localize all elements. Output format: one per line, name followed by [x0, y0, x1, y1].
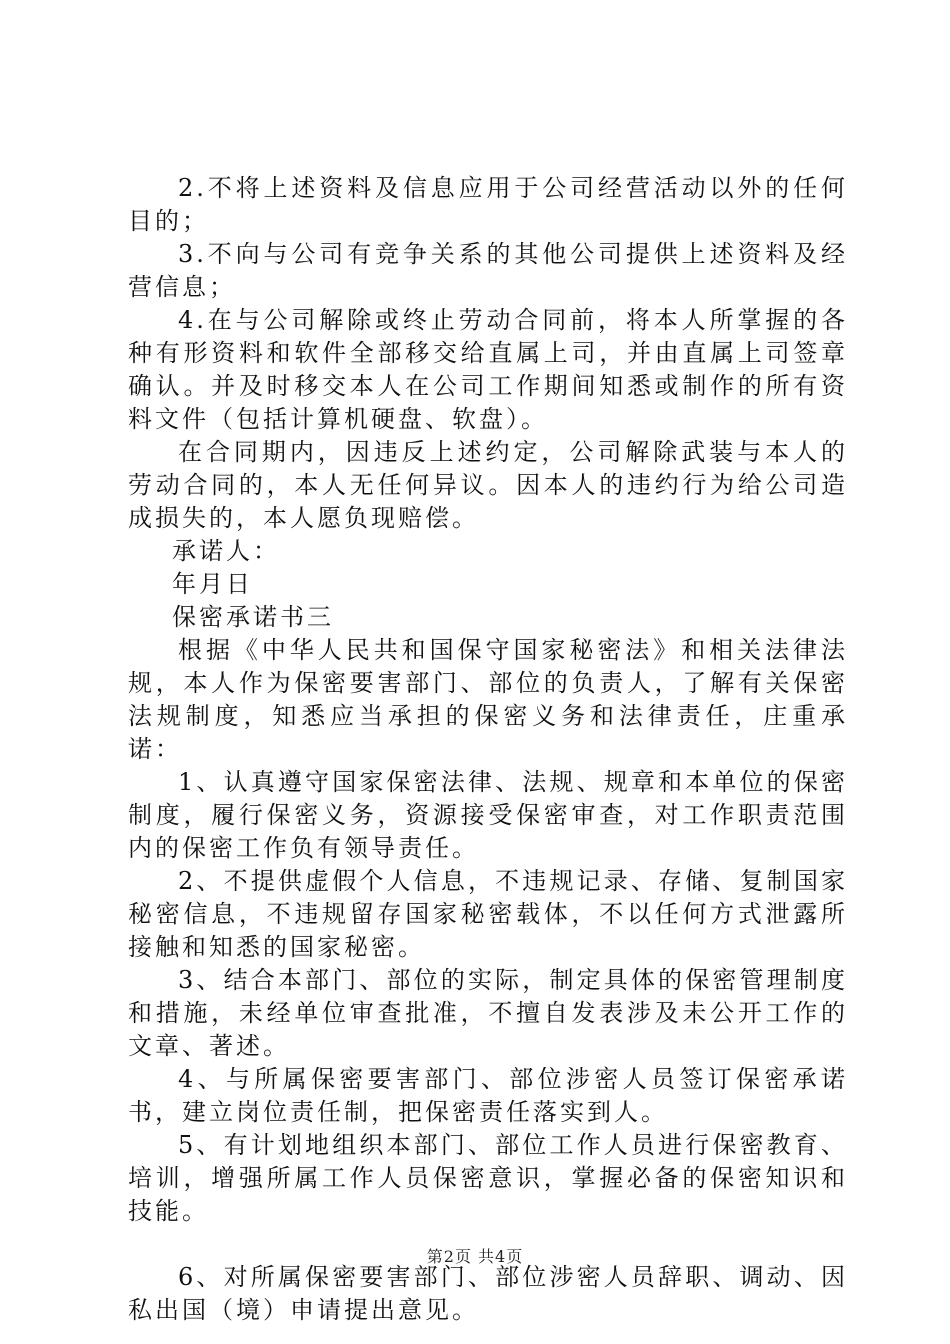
section-title: 保密承诺书三 — [172, 603, 334, 631]
paragraph-item-2: 2.不将上述资料及信息应用于公司经营活动以外的任何目的； — [128, 174, 848, 235]
paragraph-pledge-2: 2、不提供虚假个人信息，不违规记录、存储、复制国家秘密信息，不违规留存国家秘密载体，不以任何方式泄露所接触和知悉的国家秘密。 — [128, 867, 848, 961]
date-label: 年月日 — [172, 570, 253, 598]
paragraph-intro: 根据《中华人民共和国保守国家秘密法》和相关法律法规，本人作为保密要害部门、部位的负责人，了解有关保密法规制度，知悉应当承担的保密义务和法律责任，庄重承诺： — [128, 636, 848, 763]
paragraph-contract-term: 在合同期内，因违反上述约定，公司解除武装与本人的劳动合同的，本人无任何异议。因本人的违约行为给公司造成损失的，本人愿负现赔偿。 — [128, 438, 848, 532]
page-footer: 第2页 共4页 — [426, 1247, 524, 1266]
paragraph-pledge-3: 3、结合本部门、部位的实际，制定具体的保密管理制度和措施，未经单位审查批准，不擅自发表涉及未公开工作的文章、著述。 — [128, 966, 848, 1060]
paragraph-item-3: 3.不向与公司有竞争关系的其他公司提供上述资料及经营信息； — [128, 240, 848, 301]
document-body — [128, 172, 848, 1327]
paragraph-pledge-4: 4、与所属保密要害部门、部位涉密人员签订保密承诺书，建立岗位责任制，把保密责任落实到人。 — [128, 1065, 848, 1126]
paragraph-pledge-1: 1、认真遵守国家保密法律、法规、规章和本单位的保密制度，履行保密义务，资源接受保密审查，对工作职责范围内的保密工作负有领导责任。 — [128, 768, 848, 862]
paragraph-item-4: 4.在与公司解除或终止劳动合同前，将本人所掌握的各种有形资料和软件全部移交给直属上司，并由直属上司签章确认。并及时移交本人在公司工作期间知悉或制作的所有资料文件（包括计算机硬盘、软盘）。 — [128, 306, 848, 433]
paragraph-pledge-5: 5、有计划地组织本部门、部位工作人员进行保密教育、培训，增强所属工作人员保密意识，掌握必备的保密知识和技能。 — [128, 1131, 848, 1225]
promisor-label: 承诺人： — [172, 537, 280, 565]
paragraph-pledge-6: 6、对所属保密要害部门、部位涉密人员辞职、调动、因私出国（境）申请提出意见。 — [128, 1263, 848, 1324]
